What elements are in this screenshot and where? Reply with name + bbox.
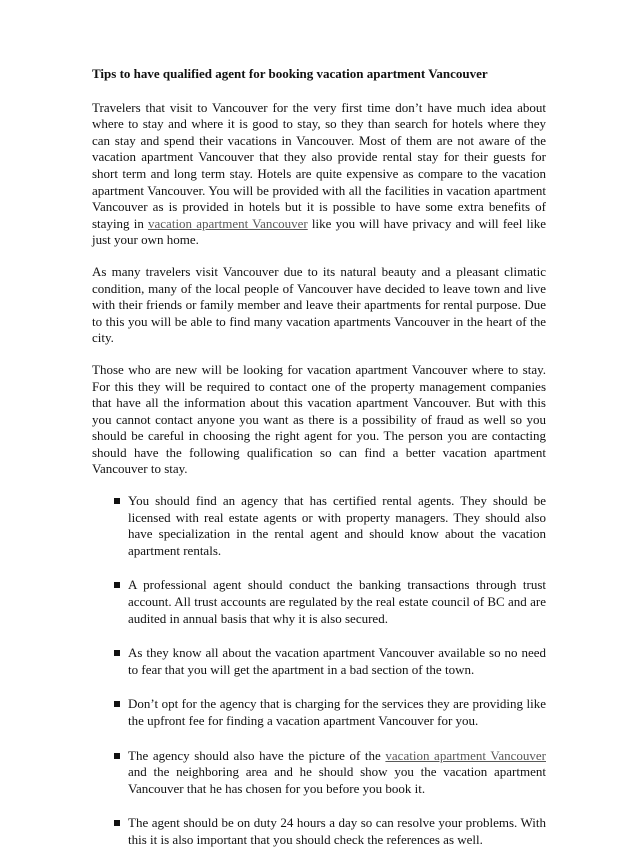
qualification-list xyxy=(92,493,546,849)
list-item-text: You should find an agency that has certified rental agents. They should be licensed with real estate agents or with property managers. They should also have specialization in the rental agent and should know about the vacation apartment rentals. xyxy=(128,493,546,558)
document-title: Tips to have qualified agent for booking vacation apartment Vancouver xyxy=(92,66,488,81)
square-bullet-icon xyxy=(114,701,120,707)
square-bullet-icon xyxy=(114,498,120,504)
list-item xyxy=(92,645,546,678)
vacation-apartment-link[interactable]: vacation apartment Vancouver xyxy=(148,215,308,231)
list-item xyxy=(92,696,546,729)
list-item-text: A professional agent should conduct the banking transactions through trust account. All trust accounts are regulated by the real estate council of BC and are audited in annual basis that why it is also secured. xyxy=(128,577,546,626)
list-item-text: Don’t opt for the agency that is charging for the services they are providing like the upfront fee for finding a vacation apartment Vancouver for you. xyxy=(128,696,546,728)
list-item-text: The agency should also have the picture of the xyxy=(128,747,386,763)
vacation-apartment-link[interactable]: vacation apartment Vancouver xyxy=(385,747,546,763)
list-item-text: As they know all about the vacation apartment Vancouver available so no need to fear that you will get the apartment in a bad section of the town. xyxy=(128,645,546,677)
list-item xyxy=(92,493,546,559)
paragraph-new-visitors xyxy=(92,362,546,478)
paragraph-text: Those who are new will be looking for vacation apartment Vancouver where to stay. For this they will be required to contact one of the property management companies that have all the information about this vacation apartment Vancouver. But with this you cannot contact anyone you want as there is a possibility of fraud as well so you should be careful in choosing the right agent for you. The person you are contacting should have the following qualification so can find a better vacation apartment Vancouver to stay. xyxy=(92,361,546,477)
list-item-text: The agent should be on duty 24 hours a day so can resolve your problems. With this it is also important that you should check the references as well. xyxy=(128,815,546,847)
list-item-text: and the neighboring area and he should show you the vacation apartment Vancouver that he has chosen for you before you book it. xyxy=(128,764,546,796)
document-page xyxy=(92,66,546,867)
square-bullet-icon xyxy=(114,582,120,588)
list-item xyxy=(92,748,546,798)
paragraph-intro xyxy=(92,100,546,249)
paragraph-local-people xyxy=(92,264,546,347)
paragraph-text: Travelers that visit to Vancouver for the very first time don’t have much idea about where to stay and where it is good to stay, so they than search for hotels where they can stay and spend their vacations in Vancouver. Most of them are not aware of the vacation apartment Vancouver that they also provide rental stay for their guests for short term and long term stay. Hotels are quite expensive as compare to the vacation apartment Vancouver. You will be provided with all the facilities in vacation apartment Vancouver as is provided in hotels but it is possible to have some extra benefits of staying in xyxy=(92,99,546,231)
paragraph-text: As many travelers visit Vancouver due to its natural beauty and a pleasant climatic condition, many of the local people of Vancouver have decided to leave town and live with their friends or family member and leave their apartments for rental purpose. Due to this you will be able to find many vacation apartments Vancouver in the heart of the city. xyxy=(92,263,546,346)
list-item xyxy=(92,815,546,848)
list-item xyxy=(92,577,546,627)
paragraph-text: like you will have privacy and will feel like just your own home. xyxy=(92,215,546,248)
square-bullet-icon xyxy=(114,820,120,826)
square-bullet-icon xyxy=(114,650,120,656)
square-bullet-icon xyxy=(114,753,120,759)
